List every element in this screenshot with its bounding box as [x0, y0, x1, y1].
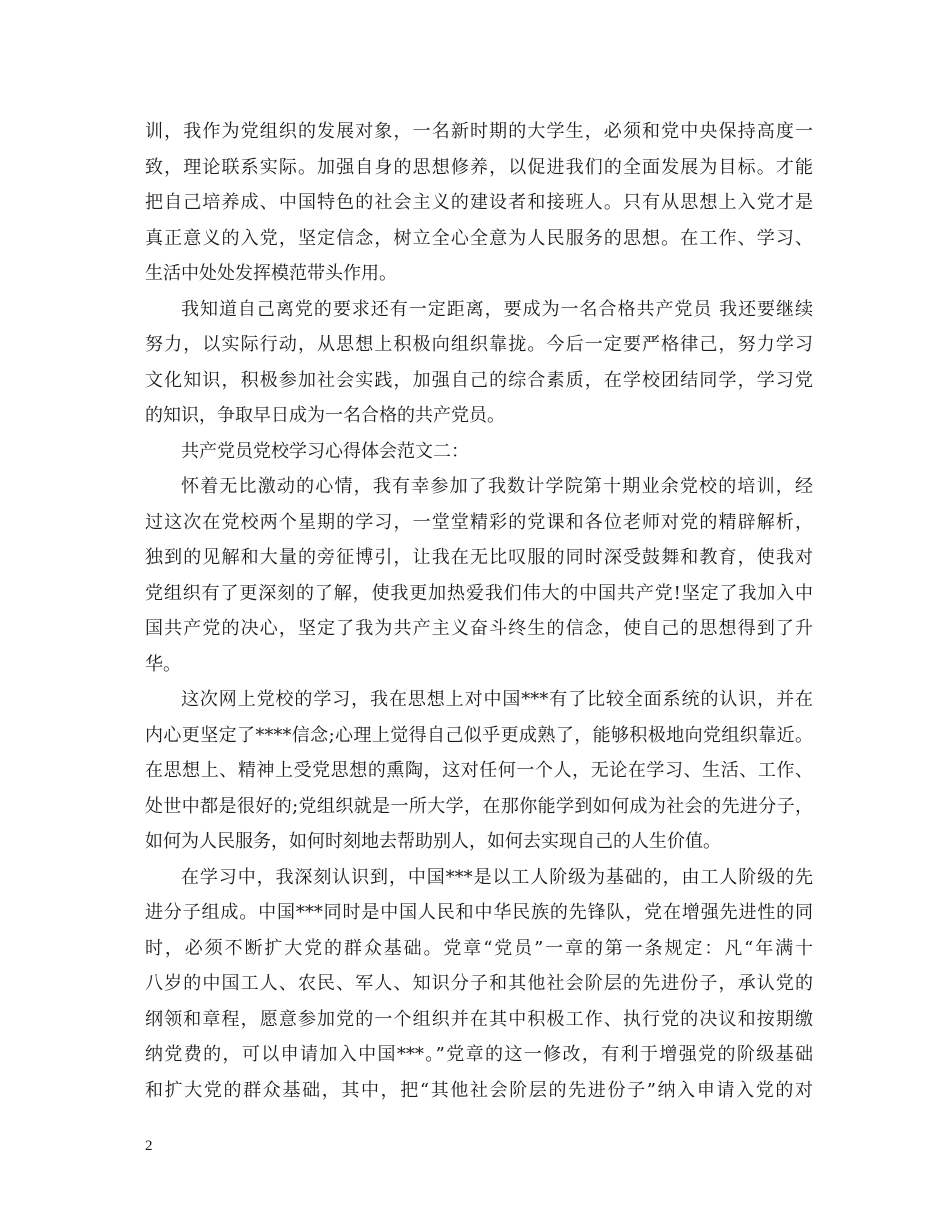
document-body — [145, 114, 813, 1108]
text-line: 过这次在党校两个星期的学习，一堂堂精彩的党课和各位老师对党的精辟解析， — [145, 511, 813, 533]
text-line: 进分子组成。中国***同时是中国人民和中华民族的先锋队，党在增强先进性的同 — [145, 902, 813, 923]
text-line: 真正意义的入党，坚定信念，树立全心全意为人民服务的思想。在工作、学习、 — [145, 227, 813, 249]
text-line: 文化知识，积极参加社会实践，加强自己的综合素质，在学校团结同学，学习党 — [145, 369, 813, 391]
text-line: 的知识，争取早日成为一名合格的共产党员。 — [145, 405, 505, 426]
text-line: 致，理论联系实际。加强自身的思想修养，以促进我们的全面发展为目标。才能 — [145, 156, 813, 178]
text-line: 独到的见解和大量的旁征博引，让我在无比叹服的同时深受鼓舞和教育，使我对 — [145, 547, 813, 568]
text-line: 我知道自己离党的要求还有一定距离，要成为一名合格共产党员 我还要继续 — [181, 298, 813, 320]
text-line: 如何为人民服务，如何时刻地去帮助别人，如何去实现自己的人生价值。 — [145, 831, 721, 852]
text-line: 把自己培养成、中国特色的社会主义的建设者和接班人。只有从思想上入党才是 — [145, 192, 813, 213]
text-line: 共产党员党校学习心得体会范文二： — [181, 440, 469, 462]
text-line: 国共产党的决心，坚定了我为共产主义奋斗终生的信念，使自己的思想得到了升 — [145, 618, 813, 639]
text-line: 和扩大党的群众基础，其中，把“其他社会阶层的先进份子”纳入申请入党的对 — [145, 1079, 813, 1101]
text-line: 怀着无比激动的心情，我有幸参加了我数计学院第十期业余党校的培训，经 — [181, 476, 813, 497]
text-line: 在学习中，我深刻认识到，中国***是以工人阶级为基础的，由工人阶级的先 — [181, 866, 813, 888]
text-line: 这次网上党校的学习，我在思想上对中国***有了比较全面系统的认识，并在 — [181, 689, 813, 710]
text-line: 纲领和章程，愿意参加党的一个组织并在其中积极工作、执行党的决议和按期缴 — [145, 1008, 813, 1030]
text-line: 努力，以实际行动，从思想上积极向组织靠拢。今后一定要严格律己，努力学习 — [145, 334, 813, 355]
text-line: 党组织有了更深刻的了解，使我更加热爱我们伟大的中国共产党!坚定了我加入中 — [145, 582, 813, 604]
page-number: 2 — [145, 1138, 153, 1154]
text-line: 八岁的中国工人、农民、军人、知识分子和其他社会阶层的先进份子，承认党的 — [145, 973, 813, 994]
text-line: 在思想上、精神上受党思想的熏陶，这对任何一个人，无论在学习、生活、工作、 — [145, 760, 813, 781]
text-line: 训，我作为党组织的发展对象，一名新时期的大学生，必须和党中央保持高度一 — [145, 121, 813, 142]
text-line: 时，必须不断扩大党的群众基础。党章“党员”一章的第一条规定：凡“年满十 — [145, 937, 813, 959]
text-line: 处世中都是很好的;党组织就是一所大学，在那你能学到如何成为社会的先进分子， — [145, 795, 813, 817]
text-line: 纳党费的，可以申请加入中国***。”党章的这一修改，有利于增强党的阶级基础 — [145, 1044, 813, 1065]
text-line: 生活中处处发挥模范带头作用。 — [145, 263, 397, 284]
text-line: 内心更坚定了****信念;心理上觉得自己似乎更成熟了，能够积极地向党组织靠近。 — [145, 724, 813, 746]
text-line: 华。 — [145, 653, 181, 675]
